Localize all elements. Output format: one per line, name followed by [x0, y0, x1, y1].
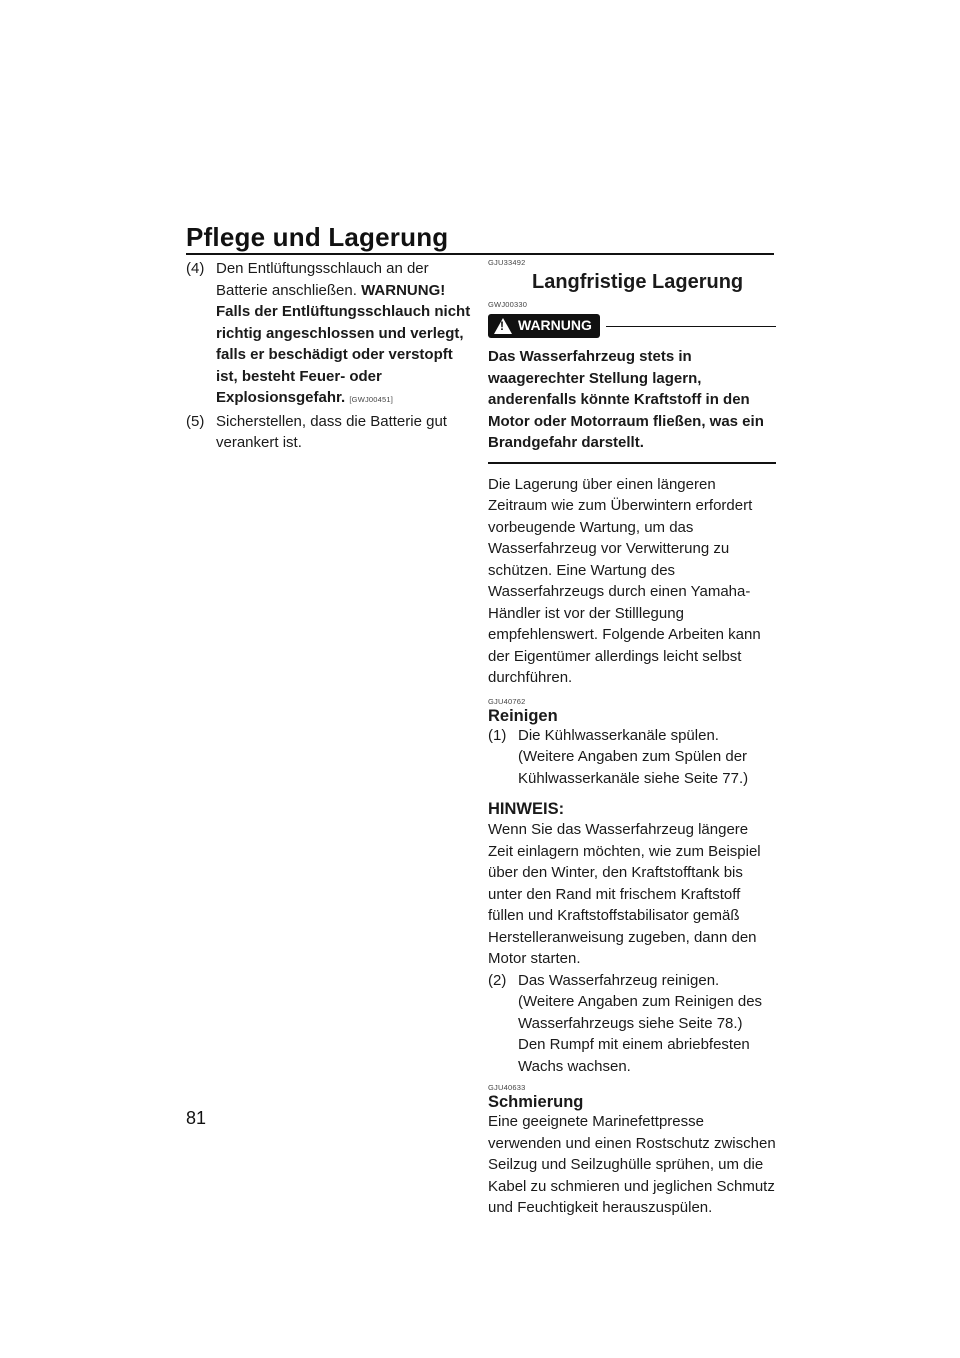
reinigen-title: Reinigen	[488, 706, 558, 725]
right-column	[488, 258, 776, 1219]
reinigen-code: GJU40762	[488, 696, 526, 706]
page-title: Pflege und Lagerung	[186, 222, 449, 252]
intro-text: Die Lagerung über einen längeren Zeitraum wie zum Überwintern erfordert vorbeugende Wartung, um das Wasserfahrzeug vor Verwitterung zu schützen. Eine Wartung des Wasserfahrzeugs durch einen Yamaha-Händler ist vor der Stilllegung empfehlenswert. Folgende Arbeiten kann der Eigentümer allerdings leicht selbst durchführen.	[488, 475, 761, 686]
item-text: Das Wasserfahrzeug reinigen. (Weitere Angaben zum Reinigen des Wasserfahrzeugs siehe Seite 78.)	[518, 971, 763, 1032]
note-text: Wenn Sie das Wasserfahrzeug längere Zeit einlagern möchten, wie zum Beispiel über den Winter, den Kraftstofftank bis unter den Rand mit frischem Kraftstoff füllen und Kraftstoffstabilisator gemäß Herstelleranweisung zugeben, dann den Motor starten.	[488, 821, 761, 967]
section-code: GJU33492	[488, 258, 526, 267]
section-title: Langfristige Lagerung	[532, 271, 744, 293]
warning-rule	[606, 326, 776, 327]
title-rule	[186, 253, 774, 255]
warning-header	[488, 314, 776, 338]
note-title: HINWEIS:	[488, 800, 565, 818]
item-text: Den Entlüftungsschlauch an der Batterie anschließen.	[216, 260, 429, 299]
item-number: (5)	[186, 412, 205, 430]
warning-label-text: WARNUNG	[518, 317, 592, 334]
warning-inline: WARNUNG! Falls der Entlüftungsschlauch nicht richtig angeschlossen und verlegt, falls er beschädigt oder verstopft ist, besteht Feuer- oder Explosionsgefahr.	[216, 281, 471, 406]
schmierung-title: Schmierung	[488, 1093, 584, 1111]
item-number: (1)	[488, 726, 507, 744]
list-item	[186, 411, 472, 454]
item-number: (2)	[488, 971, 507, 989]
item-text: Die Kühlwasserkanäle spülen. (Weitere Angaben zum Spülen der Kühlwasserkanäle siehe Seite 77.)	[518, 726, 749, 787]
schmierung-code: GJU40633	[488, 1083, 526, 1092]
item-number: (4)	[186, 260, 205, 277]
item-extra-text: Den Rumpf mit einem abriebfesten Wachs wachsen.	[518, 1036, 750, 1075]
warning-label	[488, 314, 600, 338]
left-column	[186, 258, 472, 454]
warning-bottom-rule	[488, 462, 776, 464]
item-text: Sicherstellen, dass die Batterie gut verankert ist.	[216, 412, 447, 451]
warning-text: Das Wasserfahrzeug stets in waagerechter Stellung lagern, anderenfalls könnte Kraftstoff in den Motor oder Motorraum fließen, was ein Brandgefahr darstellt.	[488, 348, 764, 451]
list-item	[488, 725, 776, 790]
warning-code: GWJ00330	[488, 300, 528, 309]
reference-code: [GWJ00451]	[349, 395, 394, 404]
list-item	[186, 258, 472, 411]
schmierung-text: Eine geeignete Marinefettpresse verwenden und einen Rostschutz zwischen Seilzug und Seilzughülle sprühen, um die Kabel zu schmieren und jeglichen Schmutz und Feuchtigkeit herauszuspülen.	[488, 1113, 776, 1216]
warning-triangle-icon	[494, 318, 512, 334]
list-item	[488, 970, 776, 1078]
page-number: 81	[186, 1108, 207, 1128]
